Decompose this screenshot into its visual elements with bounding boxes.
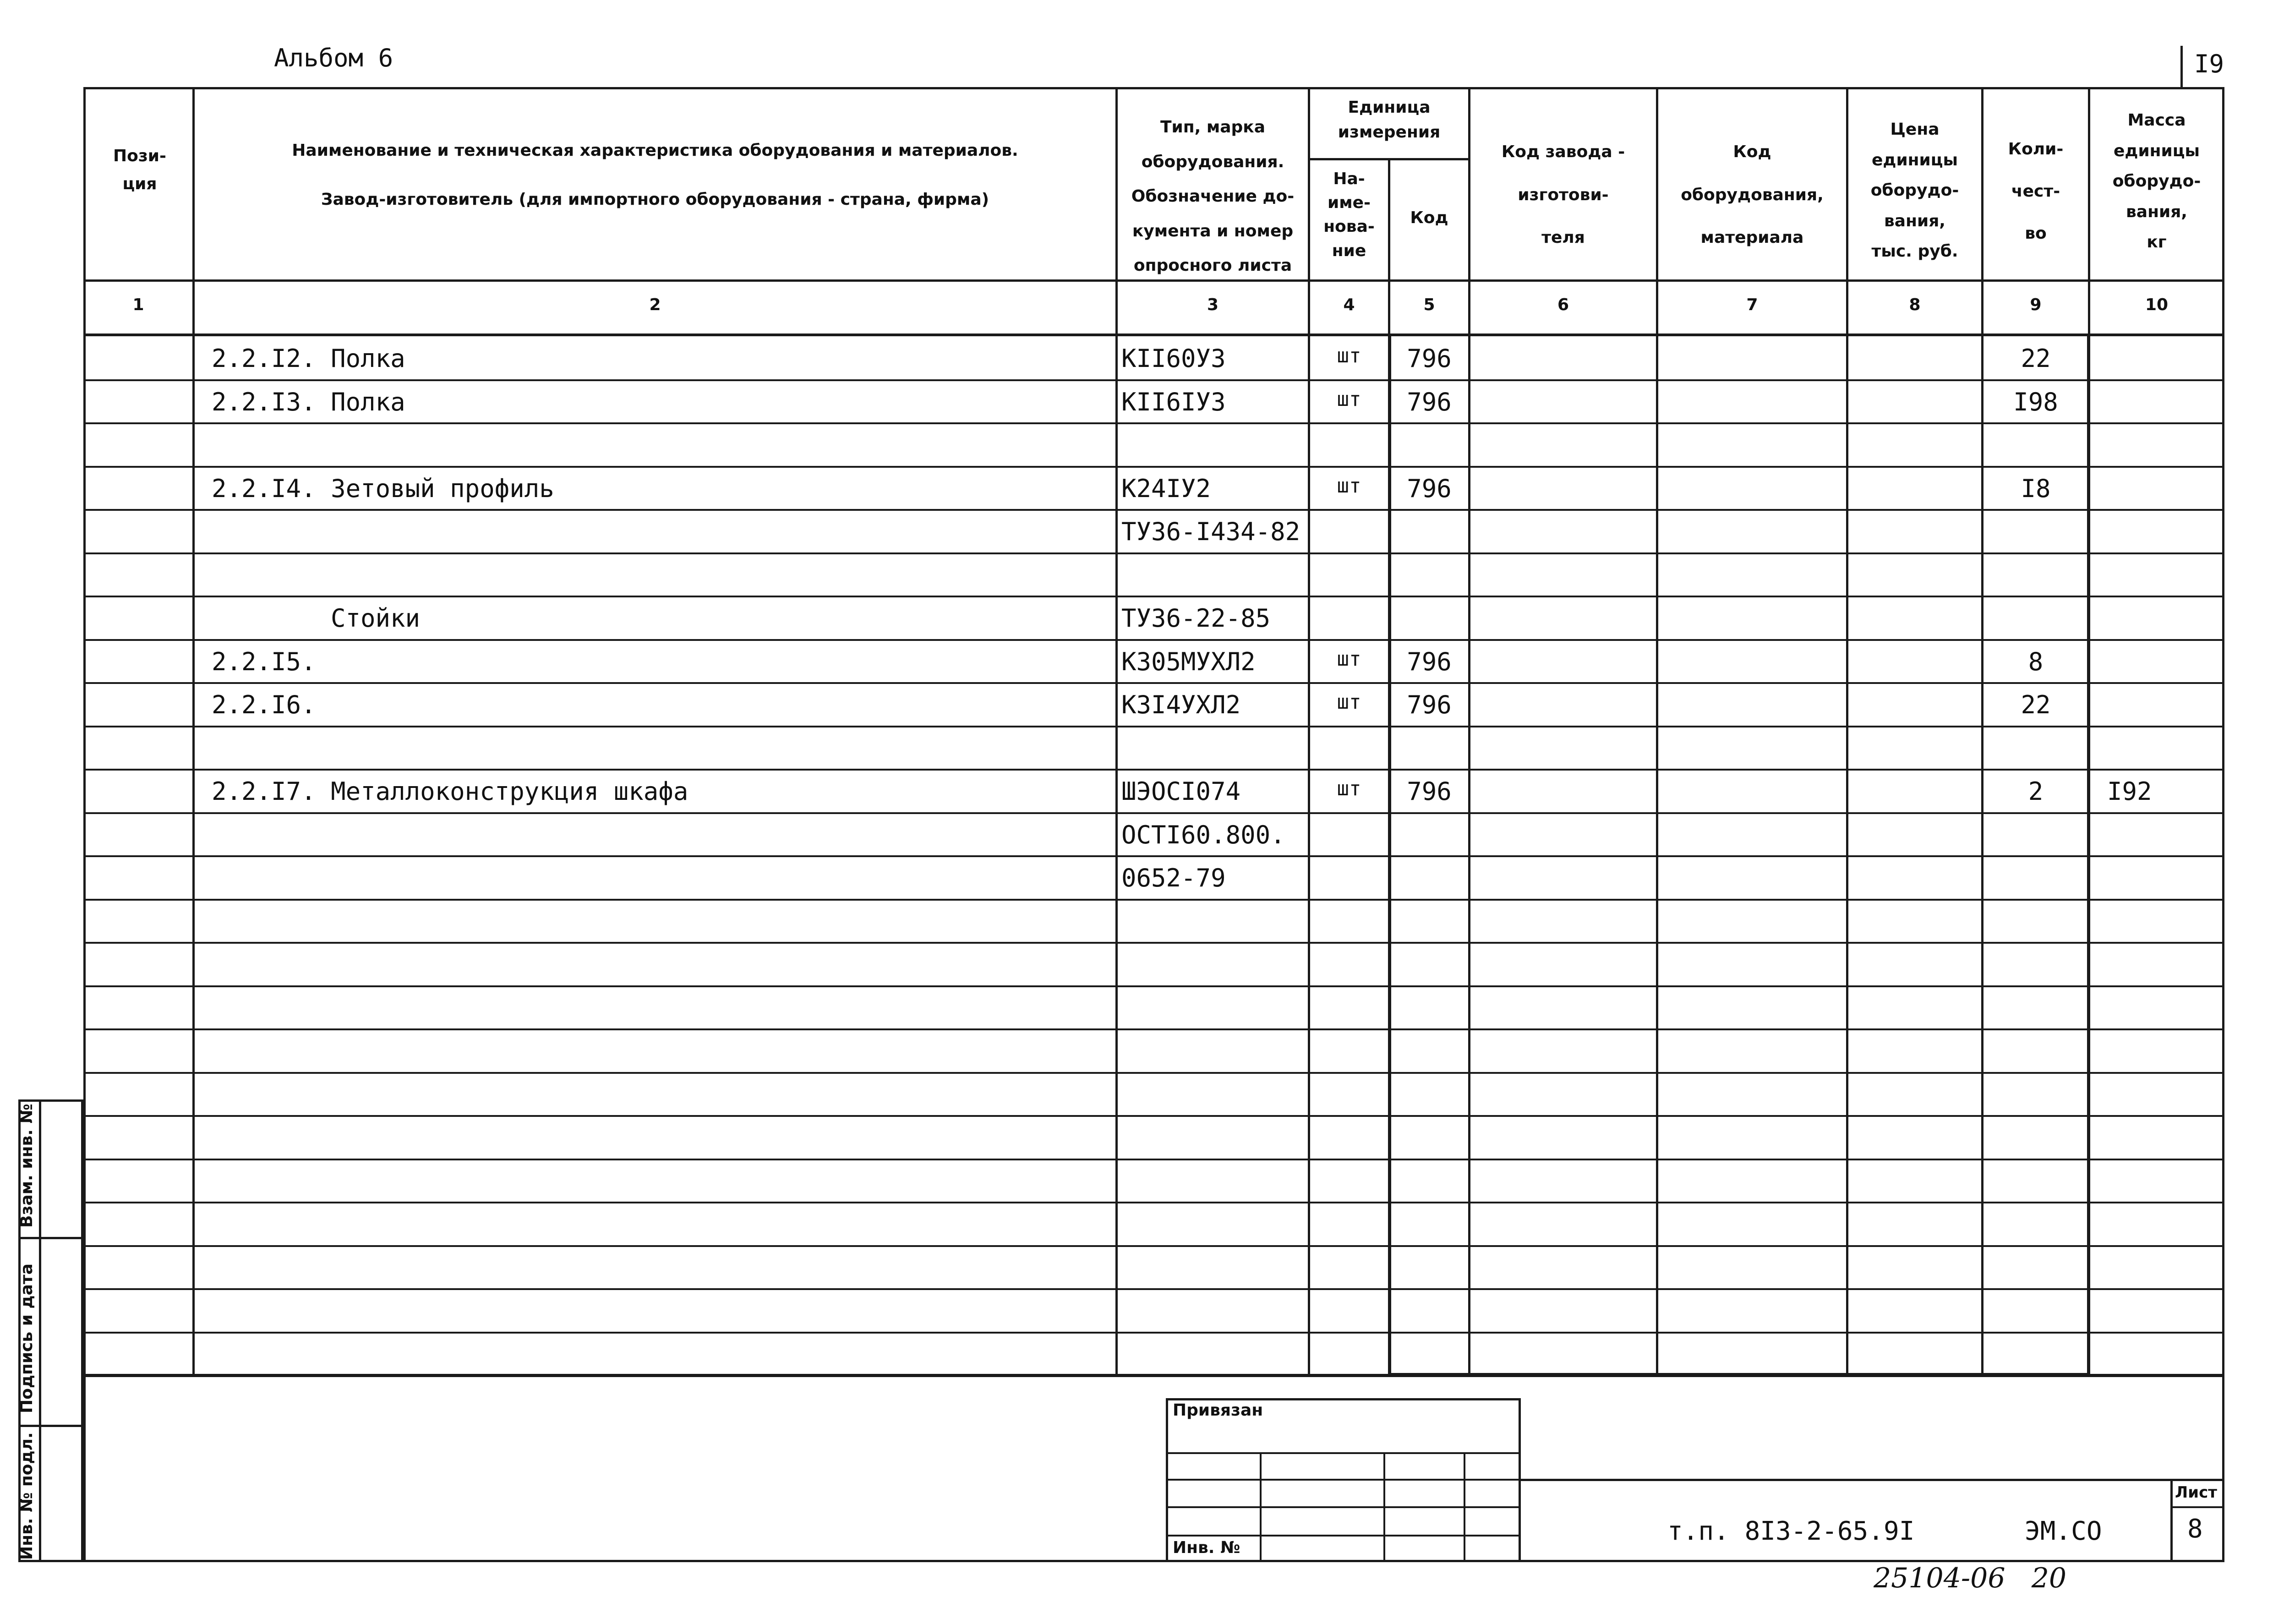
cell-type: 0652-79 (1121, 864, 1226, 892)
inv-no-label: Инв. № (1173, 1538, 1240, 1557)
row-separator (83, 855, 2224, 857)
row-separator (83, 769, 2224, 771)
colnum-1: 1 (132, 295, 144, 314)
cell-name: 2.2.I6. (212, 690, 316, 719)
header-mass: Масса единицы оборудо- вания, кг (2112, 111, 2201, 252)
side-stamp-div2 (18, 1425, 83, 1427)
list-number: 8 (2187, 1514, 2203, 1544)
row-separator (83, 466, 2224, 468)
cell-qty: 22 (2021, 690, 2051, 719)
side-label-vzam: Взам. инв. № (17, 1104, 36, 1228)
colnum-8: 8 (1909, 295, 1921, 314)
row-separator (83, 639, 2224, 641)
header-position: Пози- ция (113, 147, 166, 194)
row-separator (83, 509, 2224, 511)
cell-code: 796 (1407, 777, 1452, 806)
privyazan-v1 (1260, 1452, 1262, 1562)
corner-page-number: I9 (2194, 49, 2224, 78)
colnum-7: 7 (1746, 295, 1758, 314)
cell-qty: 8 (2028, 647, 2044, 676)
side-label-podpis: Подпись и дата (17, 1263, 36, 1413)
cell-name: Стойки (331, 604, 421, 633)
cell-type: ШЭОСI074 (1121, 777, 1241, 806)
row-separator (83, 899, 2224, 901)
cell-qty: I8 (2021, 474, 2051, 503)
cell-type: KII6IУ3 (1121, 388, 1226, 416)
row-separator (83, 1332, 2224, 1334)
row-separator (83, 1202, 2224, 1203)
cell-unit: шт (1337, 474, 1361, 498)
cell-name: 2.2.I3. Полка (212, 388, 405, 416)
cell-name: 2.2.I4. Зетовый профиль (212, 474, 554, 503)
row-separator (83, 812, 2224, 814)
side-stamp-inner (39, 1099, 41, 1562)
cell-code: 796 (1407, 388, 1452, 416)
colnum-3: 3 (1207, 295, 1219, 314)
row-separator (83, 596, 2224, 597)
cell-unit: шт (1337, 777, 1361, 800)
row-separator (83, 726, 2224, 727)
handwritten-footer: 25104-06 20 (1874, 1562, 2067, 1594)
cell-name: 2.2.I2. Полка (212, 344, 405, 373)
colnum-9: 9 (2030, 295, 2042, 314)
row-separator (83, 942, 2224, 944)
cell-type: ТУ36-22-85 (1121, 604, 1271, 633)
row-separator (83, 379, 2224, 381)
row-separator (83, 1115, 2224, 1117)
unit-group-divider (1308, 158, 1470, 160)
row-separator (83, 985, 2224, 987)
privyazan-h4 (1166, 1535, 1521, 1537)
cell-code: 796 (1407, 474, 1452, 503)
sheet-mark: ЭМ.СО (2025, 1516, 2102, 1546)
row-separator (83, 1245, 2224, 1247)
colnum-6: 6 (1557, 295, 1569, 314)
colnum-bottom-line (83, 334, 2224, 336)
cell-qty: 2 (2028, 777, 2044, 806)
row-separator (83, 1028, 2224, 1030)
title-block-top (1521, 1479, 2224, 1481)
colnum-10: 10 (2145, 295, 2169, 314)
doc-code: т.п. 8I3-2-65.9I (1667, 1516, 1915, 1546)
row-separator (83, 1159, 2224, 1160)
side-stamp-div1 (18, 1237, 83, 1239)
colnum-5: 5 (1423, 295, 1435, 314)
cell-qty: 22 (2021, 344, 2051, 373)
header-type: Тип, марка оборудования. Обозначение до- кумента и номер опросного листа (1131, 118, 1295, 275)
cell-type: K305МУХЛ2 (1121, 647, 1256, 676)
cell-type: ТУ36-I434-82 (1121, 517, 1300, 546)
privyazan-v2 (1383, 1452, 1385, 1562)
header-name-line1: Наименование и техническая характеристика оборудования и материалов. (292, 141, 1018, 160)
cell-code: 796 (1407, 344, 1452, 373)
colnum-2: 2 (649, 295, 661, 314)
cell-code: 796 (1407, 647, 1452, 676)
header-unit-name: На- име- нова- ние (1323, 170, 1375, 260)
title-block-list-sep (2170, 1479, 2173, 1562)
header-quantity: Коли- чест- во (2008, 140, 2064, 243)
cell-type: K3I4УХЛ2 (1121, 690, 1241, 719)
cell-qty: I98 (2013, 388, 2058, 416)
header-name-line2: Завод-изготовитель (для импортного оборудования - страна, фирма) (321, 190, 989, 209)
cell-type: K24IУ2 (1121, 474, 1211, 503)
row-separator (83, 1288, 2224, 1290)
privyazan-h1 (1166, 1452, 1521, 1454)
cell-type: ОСТI60.800. (1121, 820, 1285, 849)
cell-unit: шт (1337, 647, 1361, 671)
header-factory-code: Код завода - изготови- теля (1501, 142, 1625, 247)
row-separator (83, 1072, 2224, 1074)
list-label: Лист (2175, 1483, 2217, 1502)
header-unit-code: Код (1410, 208, 1448, 227)
privyazan-label: Привязан (1173, 1401, 1263, 1420)
title-block-list-h (2170, 1506, 2224, 1508)
privyazan-h2 (1166, 1479, 1521, 1481)
row-separator (83, 552, 2224, 554)
cell-type: KII60У3 (1121, 344, 1226, 373)
row-separator (83, 682, 2224, 684)
cell-mass: I92 (2107, 777, 2152, 806)
cell-unit: шт (1337, 690, 1361, 714)
cell-code: 796 (1407, 690, 1452, 719)
side-label-inv-podl: Инв. № подл. (17, 1432, 36, 1560)
cell-name: 2.2.I7. Металлоконструкция шкафа (212, 777, 688, 806)
album-label: Альбом 6 (274, 44, 393, 72)
row-separator (83, 422, 2224, 424)
privyazan-v3 (1464, 1452, 1465, 1562)
cell-unit: шт (1337, 344, 1361, 367)
header-price: Цена единицы оборудо- вания, тыс. руб. (1870, 120, 1959, 261)
colnum-4: 4 (1343, 295, 1355, 314)
cell-unit: шт (1337, 388, 1361, 411)
cell-name: 2.2.I5. (212, 647, 316, 676)
header-unit-group: Единица измерения (1338, 98, 1441, 142)
privyazan-h3 (1166, 1506, 1521, 1508)
header-equipment-code: Код оборудования, материала (1681, 142, 1824, 247)
